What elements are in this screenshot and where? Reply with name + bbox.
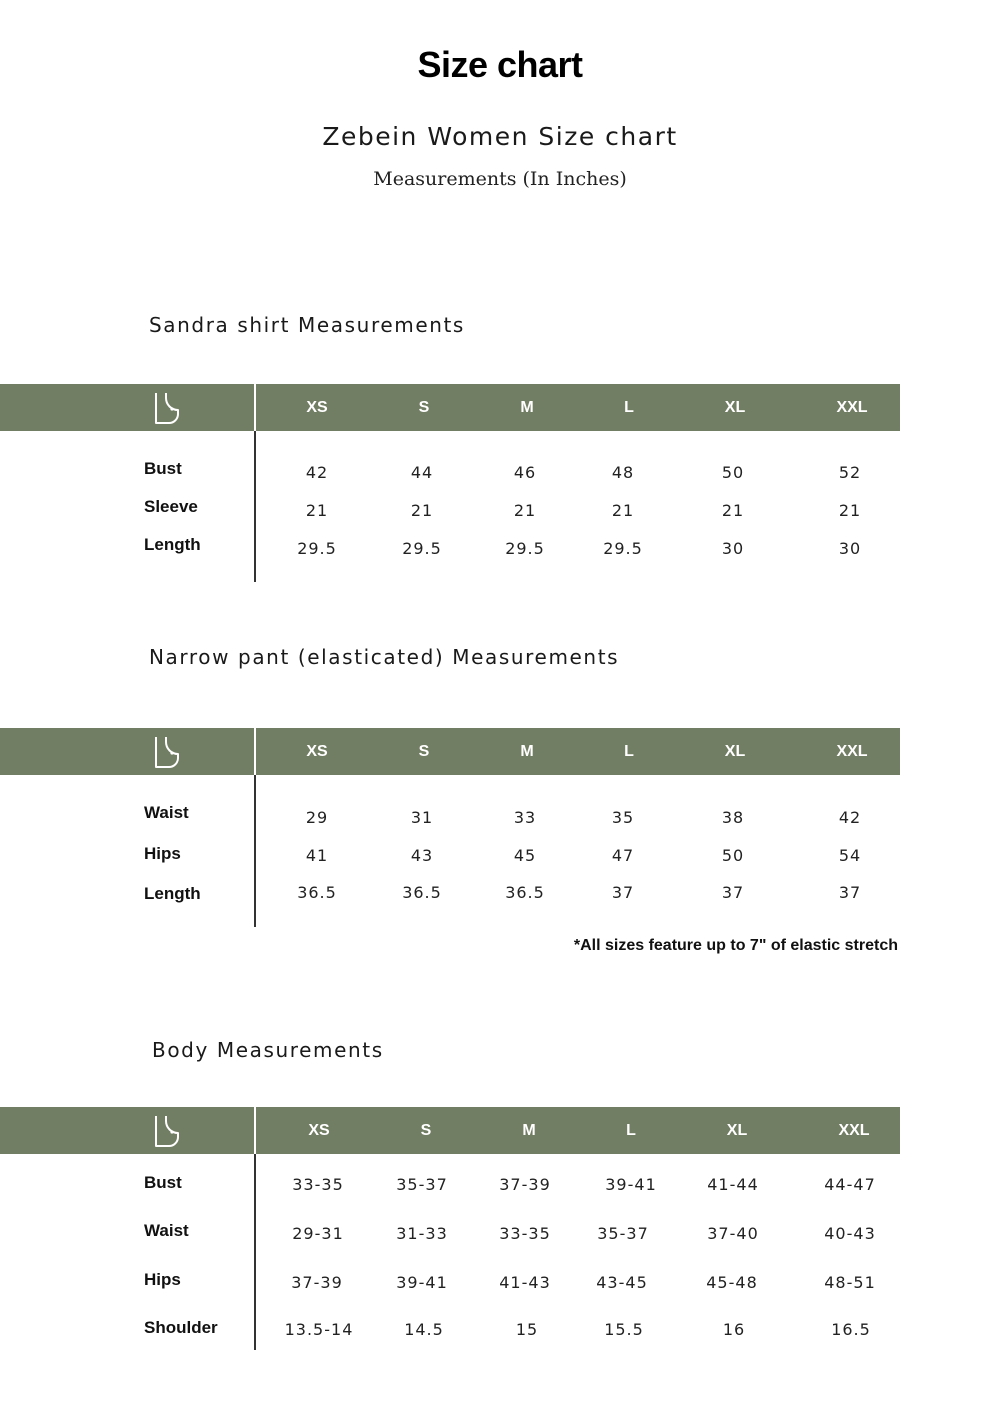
- table-cell: 29.5: [505, 539, 545, 558]
- table-header-narrow-pant: [0, 728, 900, 775]
- table-cell: 16.5: [831, 1320, 871, 1339]
- size-header-xxl: XXL: [836, 399, 868, 416]
- measurement-unit-note: Measurements (In Inches): [373, 168, 627, 190]
- table-cell: 36.5: [297, 883, 337, 902]
- header-divider: [254, 384, 256, 431]
- row-divider-line: [254, 1154, 256, 1350]
- table-cell: 46: [513, 463, 537, 482]
- size-header-s: S: [418, 743, 430, 760]
- row-label-bust: Bust: [144, 459, 182, 478]
- table-cell: 35: [611, 808, 635, 827]
- section-title-sandra-shirt: Sandra shirt Measurements: [149, 313, 465, 337]
- table-cell: 33: [513, 808, 537, 827]
- size-header-xxl: XXL: [838, 1122, 870, 1139]
- table-cell: 43: [410, 846, 434, 865]
- page-title: Size chart: [417, 44, 583, 85]
- table-cell: 21: [305, 501, 329, 520]
- hanger-icon: [152, 390, 180, 426]
- table-cell: 29-31: [292, 1224, 344, 1243]
- table-cell: 16: [722, 1320, 746, 1339]
- table-header-body-measurements: [0, 1107, 900, 1154]
- chart-subtitle: Zebein Women Size chart: [322, 122, 678, 151]
- table-cell: 21: [410, 501, 434, 520]
- row-divider-line: [254, 431, 256, 582]
- table-cell: 41-43: [499, 1273, 551, 1292]
- size-header-l: L: [626, 1122, 636, 1139]
- size-header-l: L: [624, 399, 634, 416]
- row-label-length: Length: [144, 535, 201, 554]
- table-cell: 29.5: [297, 539, 337, 558]
- header-divider: [254, 1107, 256, 1154]
- table-cell: 21: [611, 501, 635, 520]
- hanger-icon: [152, 734, 180, 770]
- table-cell: 42: [305, 463, 329, 482]
- table-cell: 37: [838, 883, 862, 902]
- table-cell: 35-37: [597, 1224, 649, 1243]
- table-cell: 29.5: [603, 539, 643, 558]
- table-cell: 31-33: [396, 1224, 448, 1243]
- table-cell: 45-48: [706, 1273, 758, 1292]
- table-cell: 41: [305, 846, 329, 865]
- row-divider-line: [254, 775, 256, 927]
- table-cell: 36.5: [402, 883, 442, 902]
- hanger-icon: [152, 1113, 180, 1149]
- table-cell: 29: [305, 808, 329, 827]
- table-cell: 50: [721, 846, 745, 865]
- size-header-xs: XS: [306, 743, 328, 760]
- table-cell: 37-39: [291, 1273, 343, 1292]
- table-cell: 29.5: [402, 539, 442, 558]
- table-cell: 47: [611, 846, 635, 865]
- table-cell: 30: [838, 539, 862, 558]
- row-label-hips: Hips: [144, 844, 181, 863]
- table-cell: 30: [721, 539, 745, 558]
- size-header-m: M: [520, 743, 534, 760]
- size-header-xs: XS: [306, 399, 328, 416]
- table-cell: 33-35: [292, 1175, 344, 1194]
- table-cell: 31: [410, 808, 434, 827]
- row-label-shoulder: Shoulder: [144, 1318, 218, 1337]
- size-header-s: S: [418, 399, 430, 416]
- row-label-length: Length: [144, 884, 201, 903]
- row-label-sleeve: Sleeve: [144, 497, 198, 516]
- table-cell: 35-37: [396, 1175, 448, 1194]
- table-cell: 39-41: [396, 1273, 448, 1292]
- table-cell: 48: [611, 463, 635, 482]
- row-label-hips: Hips: [144, 1270, 181, 1289]
- table-cell: 43-45: [596, 1273, 648, 1292]
- table-cell: 41-44: [707, 1175, 759, 1194]
- table-header-sandra-shirt: [0, 384, 900, 431]
- table-cell: 44: [410, 463, 434, 482]
- table-cell: 44-47: [824, 1175, 876, 1194]
- row-label-waist: Waist: [144, 803, 189, 822]
- table-cell: 15: [515, 1320, 539, 1339]
- table-cell: 14.5: [404, 1320, 444, 1339]
- header-divider: [254, 728, 256, 775]
- table-cell: 54: [838, 846, 862, 865]
- size-header-l: L: [624, 743, 634, 760]
- size-header-m: M: [522, 1122, 536, 1139]
- table-cell: 40-43: [824, 1224, 876, 1243]
- size-header-m: M: [520, 399, 534, 416]
- table-cell: 37-40: [707, 1224, 759, 1243]
- table-cell: 37-39: [499, 1175, 551, 1194]
- table-cell: 36.5: [505, 883, 545, 902]
- table-cell: 37: [721, 883, 745, 902]
- row-label-waist: Waist: [144, 1221, 189, 1240]
- table-cell: 50: [721, 463, 745, 482]
- table-cell: 21: [513, 501, 537, 520]
- table-cell: 52: [838, 463, 862, 482]
- size-header-xl: XL: [724, 743, 746, 760]
- table-cell: 38: [721, 808, 745, 827]
- size-header-xxl: XXL: [836, 743, 868, 760]
- table-cell: 42: [838, 808, 862, 827]
- table-cell: 39-41: [605, 1175, 657, 1194]
- table-cell: 13.5-14: [284, 1320, 354, 1339]
- table-cell: 48-51: [824, 1273, 876, 1292]
- section-title-body-measurements: Body Measurements: [152, 1038, 384, 1062]
- size-header-xl: XL: [726, 1122, 748, 1139]
- table-cell: 37: [611, 883, 635, 902]
- size-header-xl: XL: [724, 399, 746, 416]
- row-label-bust: Bust: [144, 1173, 182, 1192]
- elastic-stretch-footnote: *All sizes feature up to 7" of elastic stretch: [573, 937, 898, 954]
- table-cell: 21: [838, 501, 862, 520]
- size-header-s: S: [420, 1122, 432, 1139]
- size-header-xs: XS: [308, 1122, 330, 1139]
- table-cell: 45: [513, 846, 537, 865]
- table-cell: 15.5: [604, 1320, 644, 1339]
- table-cell: 33-35: [499, 1224, 551, 1243]
- section-title-narrow-pant: Narrow pant (elasticated) Measurements: [149, 645, 620, 669]
- table-cell: 21: [721, 501, 745, 520]
